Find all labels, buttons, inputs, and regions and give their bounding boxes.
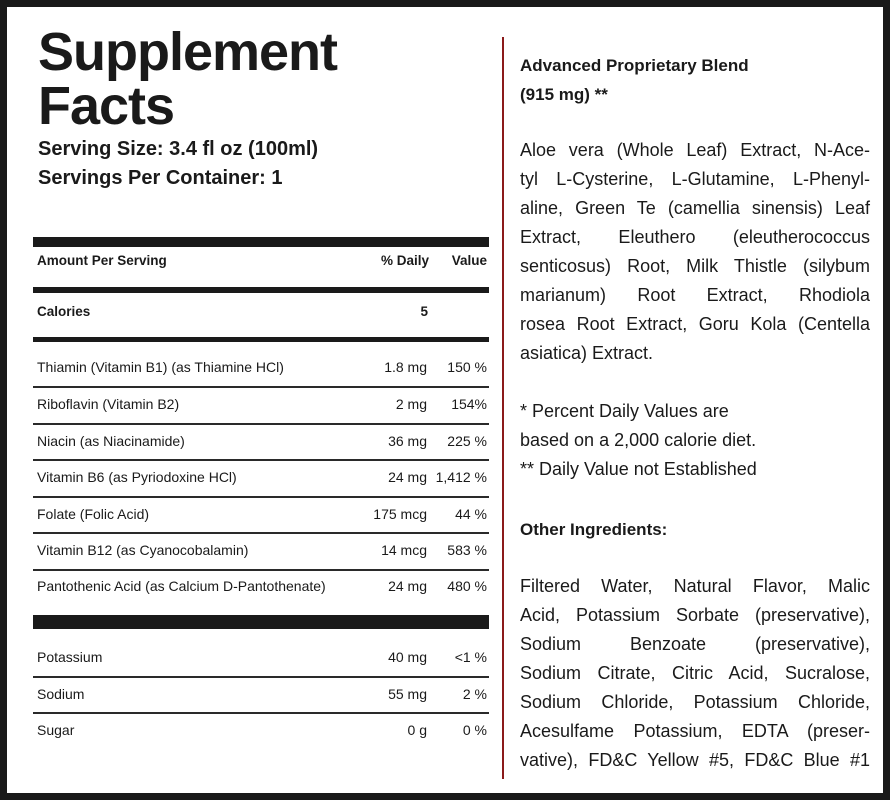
calories-label: Calories <box>37 304 91 319</box>
blend-line: tyl L-Cysterine, L-Glutamine, L-Phenyl- <box>520 169 870 189</box>
table-row <box>37 722 489 746</box>
row-divider <box>33 712 489 714</box>
servings-per-container: Servings Per Container: 1 <box>38 167 283 189</box>
other-line: vative), FD&C Yellow #5, FD&C Blue #1 <box>520 750 870 770</box>
table-row <box>37 686 489 710</box>
nutrient-amount: 40 mg <box>388 649 427 665</box>
nutrient-amount: 175 mcg <box>373 506 427 522</box>
nutrient-name: Folate (Folic Acid) <box>37 506 150 522</box>
calories-row <box>37 304 489 328</box>
blend-line: Extract, Eleuthero (eleutherococcus <box>520 227 870 247</box>
table-row <box>37 396 489 420</box>
thick-divider-minerals <box>33 615 489 629</box>
column-divider <box>502 37 504 779</box>
header-divider <box>33 287 489 293</box>
nutrient-dv: <1 % <box>454 649 487 665</box>
other-line: Acesulfame Potassium, EDTA (preser- <box>520 721 870 741</box>
blend-line: senticosus) Root, Milk Thistle (silybum <box>520 256 870 276</box>
nutrient-dv: 2 % <box>462 686 487 702</box>
table-row <box>37 578 489 602</box>
serving-size: Serving Size: 3.4 fl oz (100ml) <box>38 138 319 160</box>
row-divider <box>33 386 489 388</box>
other-line: Sodium Citrate, Citric Acid, Sucralose, <box>520 663 870 683</box>
title-line-2: Facts <box>38 76 175 136</box>
row-divider <box>33 676 489 678</box>
calories-value: 5 <box>420 304 428 319</box>
nutrient-dv: 154% <box>451 396 487 412</box>
header-value: Value <box>451 253 487 268</box>
nutrient-name: Pantothenic Acid (as Calcium D-Pantothenate) <box>37 578 326 594</box>
nutrient-name: Niacin (as Niacinamide) <box>37 433 185 449</box>
nutrient-name: Vitamin B12 (as Cyanocobalamin) <box>37 542 249 558</box>
nutrient-dv: 480 % <box>447 578 487 594</box>
other-ingredients-title: Other Ingredients: <box>520 520 668 539</box>
nutrient-name: Vitamin B6 (as Pyriodoxine HCl) <box>37 469 237 485</box>
nutrient-amount: 1.8 mg <box>384 359 427 375</box>
other-line: Filtered Water, Natural Flavor, Malic <box>520 576 870 596</box>
row-divider <box>33 496 489 498</box>
panel-title <box>38 22 378 136</box>
table-row <box>37 469 489 493</box>
note-line: * Percent Daily Values are <box>520 401 729 421</box>
blend-line: marianum) Root Extract, Rhodiola <box>520 285 870 305</box>
nutrient-dv: 1,412 % <box>435 469 487 485</box>
row-divider <box>33 532 489 534</box>
nutrient-name: Sodium <box>37 686 85 702</box>
blend-line: Aloe vera (Whole Leaf) Extract, N-Ace- <box>520 140 870 160</box>
other-ingredients <box>520 572 870 775</box>
blend-title-line-1: Advanced Proprietary Blend <box>520 56 749 75</box>
nutrient-amount: 2 mg <box>395 396 427 412</box>
table-row <box>37 506 489 530</box>
title-line-1: Supplement <box>38 22 338 82</box>
row-divider <box>33 569 489 571</box>
table-row <box>37 542 489 566</box>
other-line: Sodium Chloride, Potassium Chloride, <box>520 692 870 712</box>
table-header <box>37 253 489 277</box>
blend-ingredients <box>520 136 870 368</box>
nutrient-dv: 0 % <box>462 722 487 738</box>
table-row <box>37 433 489 457</box>
nutrient-amount: 36 mg <box>388 433 427 449</box>
nutrient-name: Riboflavin (Vitamin B2) <box>37 396 180 412</box>
nutrient-amount: 24 mg <box>388 578 427 594</box>
daily-value-notes <box>520 397 870 484</box>
nutrient-name: Sugar <box>37 722 75 738</box>
blend-line: rosea Root Extract, Goru Kola (Centella <box>520 314 870 334</box>
header-daily: % Daily <box>380 253 429 268</box>
calories-divider <box>33 337 489 342</box>
row-divider <box>33 423 489 425</box>
nutrient-name: Potassium <box>37 649 103 665</box>
nutrient-amount: 24 mg <box>388 469 427 485</box>
other-line: Acid, Potassium Sorbate (preservative), <box>520 605 870 625</box>
other-line: Sodium Benzoate (preservative), <box>520 634 870 654</box>
thick-divider-top <box>33 237 489 247</box>
header-amount: Amount Per Serving <box>37 253 167 268</box>
nutrient-dv: 583 % <box>447 542 487 558</box>
nutrient-amount: 14 mcg <box>381 542 427 558</box>
nutrient-amount: 55 mg <box>388 686 427 702</box>
nutrient-name: Thiamin (Vitamin B1) (as Thiamine HCl) <box>37 359 284 375</box>
blend-title-line-2: (915 mg) ** <box>520 85 608 104</box>
note-line: ** Daily Value not Established <box>520 459 757 479</box>
nutrient-dv: 225 % <box>447 433 487 449</box>
blend-title <box>520 51 870 109</box>
blend-line: asiatica) Extract. <box>520 343 654 363</box>
note-line: based on a 2,000 calorie diet. <box>520 430 757 450</box>
row-divider <box>33 459 489 461</box>
table-row <box>37 359 489 383</box>
blend-line: aline, Green Te (camellia sinensis) Leaf <box>520 198 870 218</box>
serving-info <box>38 135 318 193</box>
nutrient-amount: 0 g <box>407 722 427 738</box>
nutrient-dv: 44 % <box>455 506 487 522</box>
table-row <box>37 649 489 673</box>
nutrient-dv: 150 % <box>447 359 487 375</box>
